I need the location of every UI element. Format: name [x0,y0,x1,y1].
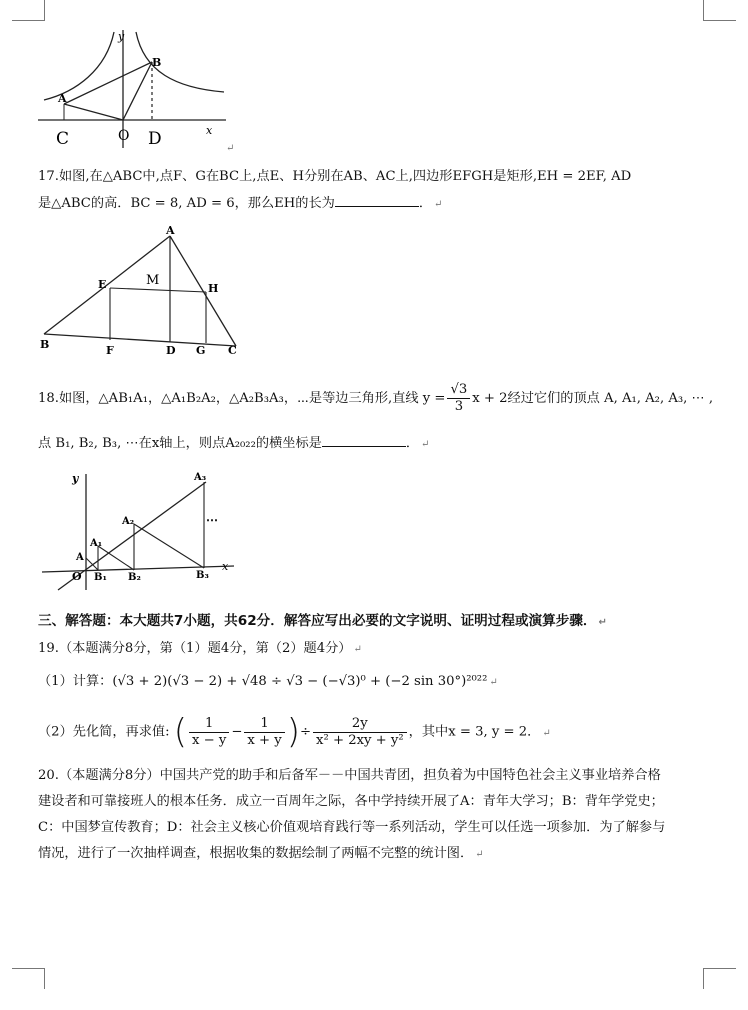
q18-label-B3: B₃ [196,570,209,581]
q16-label-B: B [152,56,162,69]
q18-label-A1: A₁ [90,538,103,549]
q17-label-E: E [98,278,107,291]
q18-label-A: A [76,552,84,563]
q20-line4: 情况，进行了一次抽样调查，根据收集的数据绘制了两幅不完整的统计图． ↵ [38,846,484,861]
q16-label-O: O [118,128,130,144]
q17-label-F: F [106,344,114,357]
q20-line1: 20.（本题满分8分）中国共产党的助手和后备军－－中国共青团，担负着为中国特色社会主义事业培养合格 [38,768,661,783]
q17-label-A: A [166,224,175,237]
q19-part1: （1）计算：(√3 + 2)(√3 − 2) + √48 ÷ √3 − (−√3)⁰ + (−2 sin 30°)²⁰²² ↵ [38,674,498,689]
q18-label-x: x [222,560,229,573]
q18-answer-blank[interactable] [322,433,406,447]
q20-line3: C：中国梦宣传教育；D：社会主义核心价值观培育践行等一系列活动，学生可以任选一项参加．为了解参与 [38,820,666,835]
q18-figure [38,466,258,594]
q17-figure [36,222,256,360]
q17-label-D: D [166,344,176,357]
q16-figure [36,22,236,152]
q19-intro: 19.（本题满分8分，第（1）题4分，第（2）题4分） ↵ [38,641,362,656]
q17-line1: 17.如图,在△ABC中,点F、G在BC上,点E、H分别在AB、AC上,四边形EFGH是矩形,EH = 2EF, AD [38,169,632,184]
q18-line2: 点 B₁, B₂, B₃, ⋯在x轴上，则点A₂₀₂₂的横坐标是 ． ↵ [38,433,429,454]
q18-label-O: O [72,570,82,583]
crop-mark-bottom-right [703,968,736,989]
q17-label-H: H [208,282,219,295]
q17-label-C: C [228,344,237,357]
q18-label-B1: B₁ [94,572,107,583]
q17-label-G: G [196,344,206,357]
crop-mark-top-left [12,0,45,21]
q18-label-B2: B₂ [128,572,141,583]
q16-label-C: C [56,129,70,149]
q18-line1: 18.如图，△AB₁A₁，△A₁B₂A₂，△A₂B₃A₃，⋯是等边三角形,直线 y = $\frac{√3}{3}$ x + 2经过它们的顶点 A, A₁, A₂, A₃, ⋯ , [38,382,714,414]
crop-mark-bottom-left [12,968,45,989]
para-mark: ↵ [226,143,235,154]
q17-label-M: M [146,273,160,288]
q18-label-A3: A₃ [194,472,207,483]
q18-label-y: y [72,472,79,485]
section3-heading: 三、解答题：本大题共7小题，共62分．解答应写出必要的文字说明、证明过程或演算步骤． ↵ [38,613,607,629]
q18-label-A2: A₂ [122,516,135,527]
q20-line2: 建设者和可靠接班人的根本任务．成立一百周年之际，各中学持续开展了A：青年大学习；B：背年学党史； [38,794,664,809]
q18-slope-fraction: $\frac{√3}{3}$ [447,382,470,415]
q17-line2: 是△ABC的高．BC = 8, AD = 6，那么EH的长为 ． ↵ [38,193,442,214]
q18-label-dots: ⋯ [206,513,218,527]
q17-label-B: B [40,338,50,351]
crop-mark-top-right [703,0,736,21]
q16-label-y: y [118,30,125,43]
q17-answer-blank[interactable] [335,193,419,207]
q16-label-D: D [148,129,162,149]
q16-label-A: A [58,92,67,105]
q19-part2: （2）先化简，再求值: ( $\frac{1}{x - y}$ − $\frac{1}{x + y}$ )÷ $\frac{2y}{\text{x² + 2xy + y²}}$ ，其中x = 3, y = 2． ↵ [38,712,551,752]
q16-label-x: x [206,124,213,137]
